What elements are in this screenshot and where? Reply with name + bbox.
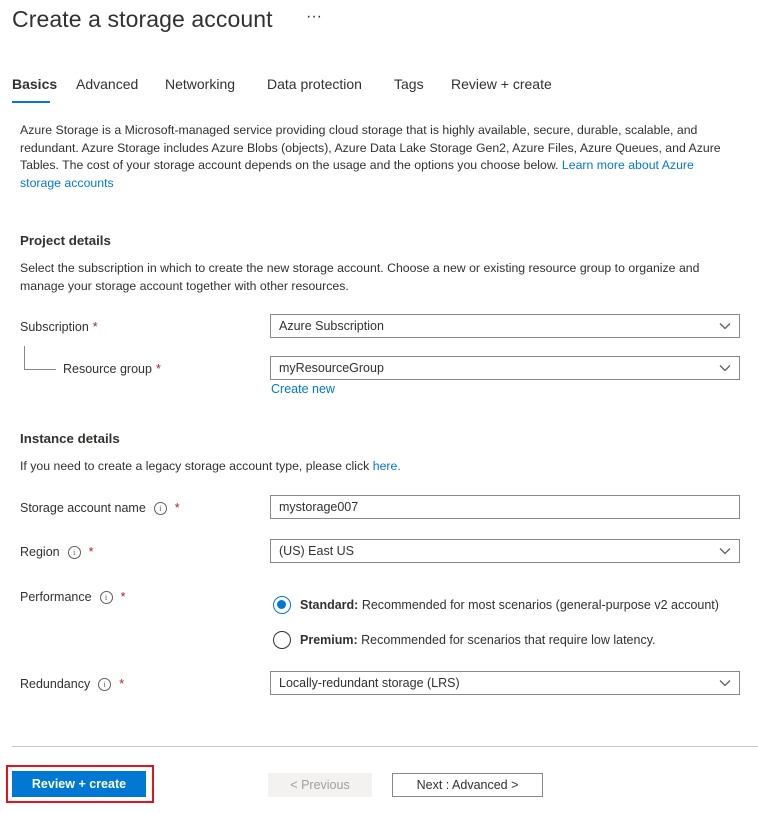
info-icon[interactable]: i xyxy=(68,546,81,559)
info-icon[interactable]: i xyxy=(154,502,167,515)
required-marker: * xyxy=(92,320,98,334)
active-tab-indicator xyxy=(12,101,50,103)
intro-description xyxy=(20,122,738,192)
redundancy-value: Locally-redundant storage (LRS) xyxy=(279,676,460,690)
info-icon[interactable]: i xyxy=(100,591,113,604)
tab-advanced[interactable]: Advanced xyxy=(76,76,139,92)
page-title: Create a storage account xyxy=(12,6,273,32)
instance-details-description xyxy=(20,458,738,476)
tab-review-create[interactable]: Review + create xyxy=(451,76,552,92)
previous-button[interactable]: < Previous xyxy=(268,773,372,797)
region-label xyxy=(20,545,94,559)
premium-description: Recommended for scenarios that require low latency. xyxy=(361,633,656,647)
premium-option-text xyxy=(300,633,656,647)
redundancy-label xyxy=(20,677,124,691)
storage-account-name-input[interactable] xyxy=(270,495,740,519)
chevron-down-icon xyxy=(719,547,731,555)
premium-radio[interactable] xyxy=(273,631,291,649)
chevron-down-icon xyxy=(719,322,731,330)
required-marker: * xyxy=(120,590,126,604)
review-create-button[interactable]: Review + create xyxy=(12,771,146,797)
region-dropdown[interactable] xyxy=(270,539,740,563)
subscription-value: Azure Subscription xyxy=(279,319,384,333)
region-value: (US) East US xyxy=(279,544,355,558)
required-marker: * xyxy=(88,545,94,559)
standard-option-text xyxy=(300,598,719,612)
subscription-label-text: Subscription xyxy=(20,320,89,334)
tab-data-protection[interactable]: Data protection xyxy=(267,76,362,92)
resource-group-label-text: Resource group xyxy=(63,362,152,376)
instance-details-heading: Instance details xyxy=(20,431,120,446)
performance-label xyxy=(20,590,125,604)
performance-label-text: Performance xyxy=(20,590,92,604)
tab-networking[interactable]: Networking xyxy=(165,76,236,92)
legacy-here-link[interactable]: here. xyxy=(372,459,401,473)
next-advanced-button[interactable]: Next : Advanced > xyxy=(392,773,543,797)
subscription-dropdown[interactable] xyxy=(270,314,740,338)
legacy-text: If you need to create a legacy storage account type, please click xyxy=(20,459,370,473)
tab-tags[interactable]: Tags xyxy=(394,76,424,92)
storage-account-name-value: mystorage007 xyxy=(279,500,359,514)
intro-text: Azure Storage is a Microsoft-managed service providing cloud storage that is highly available, secure, durable, scalable, and redundant. Azure Storage includes Azure Blobs (objects), Azure Data Lake Storage Gen2, Azure Files, Azure Queues, and Azure Tables. The cost of your storage account depends on the usage and the options you choose below. xyxy=(20,123,721,172)
storage-account-name-label xyxy=(20,501,180,515)
subscription-label xyxy=(20,320,98,334)
tree-connector-vertical xyxy=(24,346,25,369)
premium-title: Premium: xyxy=(300,633,358,647)
resource-group-dropdown[interactable] xyxy=(270,356,740,380)
redundancy-dropdown[interactable] xyxy=(270,671,740,695)
storage-account-name-label-text: Storage account name xyxy=(20,501,146,515)
required-marker: * xyxy=(174,501,180,515)
tree-connector-horizontal xyxy=(24,369,56,370)
resource-group-value: myResourceGroup xyxy=(279,361,384,375)
chevron-down-icon xyxy=(719,364,731,372)
tab-basics[interactable]: Basics xyxy=(12,76,58,92)
resource-group-label xyxy=(63,362,161,376)
create-new-link[interactable]: Create new xyxy=(271,382,335,396)
region-label-text: Region xyxy=(20,545,60,559)
learn-more-link[interactable]: Learn more about Azure storage accounts xyxy=(20,158,694,190)
more-options-icon[interactable]: ··· xyxy=(306,8,322,25)
standard-description: Recommended for most scenarios (general-purpose v2 account) xyxy=(361,598,719,612)
required-marker: * xyxy=(119,677,125,691)
redundancy-label-text: Redundancy xyxy=(20,677,91,691)
required-marker: * xyxy=(155,362,161,376)
project-details-description: Select the subscription in which to create the new storage account. Choose a new or existing resource group to organize and manage your storage account together with other resources. xyxy=(20,261,700,293)
footer-divider xyxy=(12,746,758,747)
chevron-down-icon xyxy=(719,679,731,687)
info-icon[interactable]: i xyxy=(98,678,111,691)
standard-title: Standard: xyxy=(300,598,359,612)
standard-radio[interactable] xyxy=(273,596,291,614)
project-details-heading: Project details xyxy=(20,233,111,248)
